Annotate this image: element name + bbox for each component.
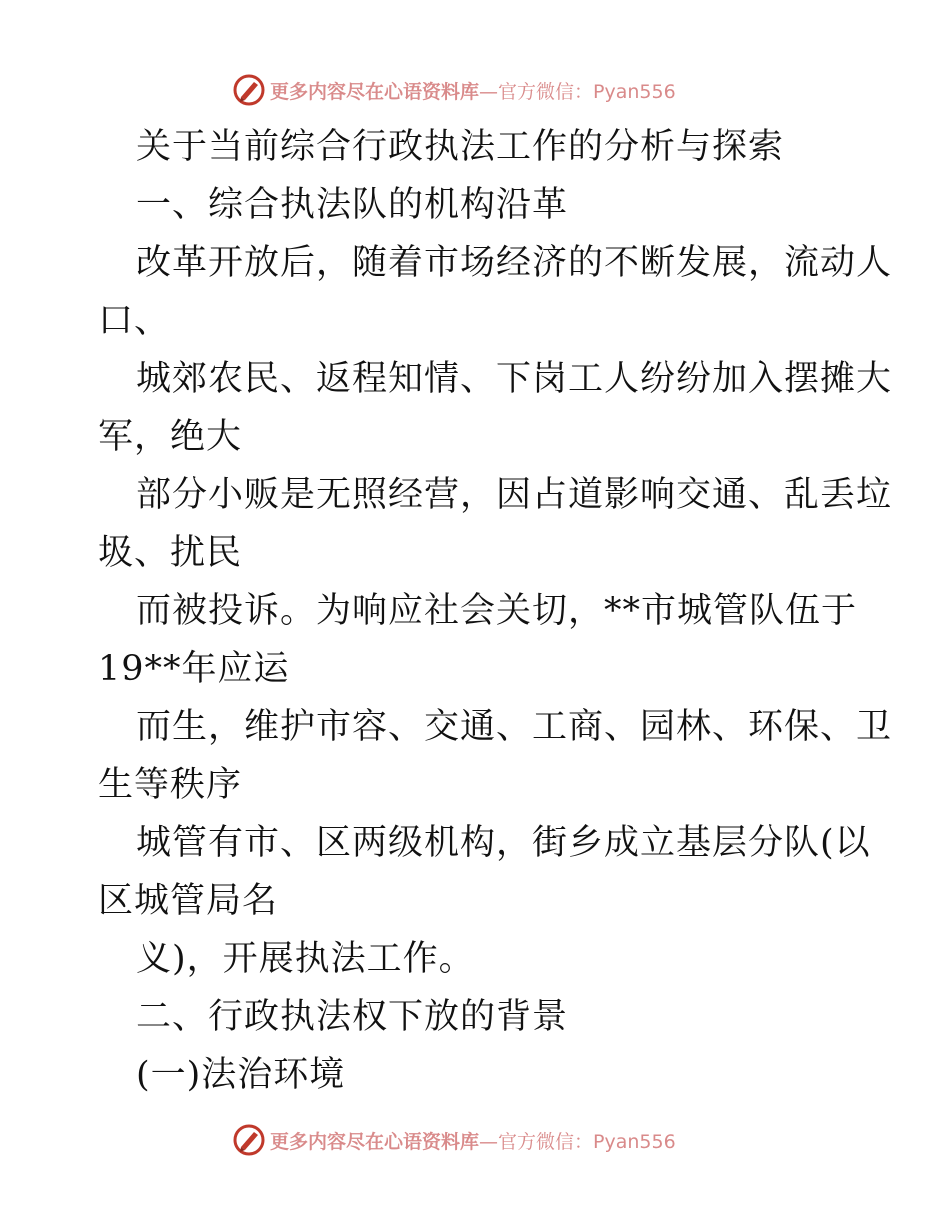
watermark-sub-text: —官方微信：Pyan556 [479,1130,676,1153]
paragraph-line: 而生，维护市容、交通、工商、园林、环保、卫 [136,707,893,747]
document-body [98,118,893,1104]
paragraph-line: 城管有市、区两级机构，街乡成立基层分队(以 [136,823,871,863]
section-heading-1: 一、综合执法队的机构沿革 [136,185,569,225]
paragraph-line: 而被投诉。为响应社会关切，**市城管队伍于 [136,591,858,631]
paragraph-line: 圾、扰民 [98,533,243,573]
pen-logo-icon [232,73,266,107]
watermark-main-text: 更多内容尽在心语资料库 [270,80,480,103]
pen-logo-icon [232,1123,266,1157]
footer-watermark [232,1122,676,1158]
section-heading-2: 二、行政执法权下放的背景 [136,997,569,1037]
paragraph-line: 生等秩序 [98,765,243,805]
paragraph-line: 改革开放后，随着市场经济的不断发展，流动人 [136,243,893,283]
paragraph-line: 部分小贩是无照经营，因占道影响交通、乱丢垃 [136,475,893,515]
paragraph-line: 义)，开展执法工作。 [136,939,475,979]
document-title: 关于当前综合行政执法工作的分析与探索 [136,127,785,167]
header-watermark [232,72,676,108]
paragraph-line: 口、 [98,301,171,341]
watermark-sub-text: —官方微信：Pyan556 [479,80,676,103]
paragraph-line: 城郊农民、返程知情、下岗工人纷纷加入摆摊大 [136,359,893,399]
paragraph-line: 19**年应运 [98,649,290,689]
subsection-heading: (一)法治环境 [136,1055,346,1095]
paragraph-line: 区城管局名 [98,881,279,921]
watermark-main-text: 更多内容尽在心语资料库 [270,1130,480,1153]
paragraph-line: 军，绝大 [98,417,243,457]
